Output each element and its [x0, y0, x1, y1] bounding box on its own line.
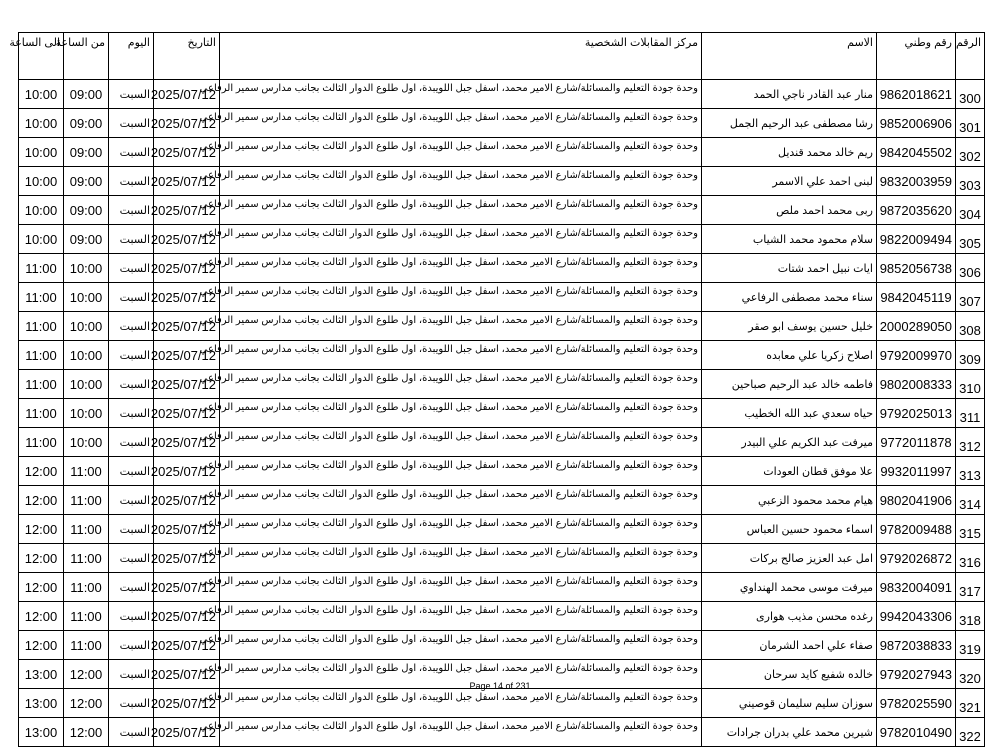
name-cell: ميرفت موسى محمد الهنداوي — [702, 573, 877, 602]
name-cell: اصلاح زكريا علي معابده — [702, 341, 877, 370]
national-id-cell: 9792025013 — [877, 399, 956, 428]
to-time-cell: 12:00 — [19, 515, 64, 544]
from-time-cell: 11:00 — [64, 602, 109, 631]
national-id-cell: 9842045119 — [877, 283, 956, 312]
national-id-cell: 9832004091 — [877, 573, 956, 602]
interview-center-cell: وحدة جودة التعليم والمسائلة/شارع الامير محمد، اسفل جبل اللويبدة، اول طلوع الدوار الثالث بجانب مدارس سمير الرفاعي — [220, 80, 702, 109]
table-row — [19, 225, 985, 254]
from-time-cell: 10:00 — [64, 341, 109, 370]
day-cell: السبت — [109, 573, 154, 602]
interview-center-cell: وحدة جودة التعليم والمسائلة/شارع الامير محمد، اسفل جبل اللويبدة، اول طلوع الدوار الثالث بجانب مدارس سمير الرفاعي — [220, 312, 702, 341]
day-cell: السبت — [109, 370, 154, 399]
date-cell: 2025/07/12 — [154, 573, 220, 602]
table-row — [19, 138, 985, 167]
interview-center-cell: وحدة جودة التعليم والمسائلة/شارع الامير محمد، اسفل جبل اللويبدة، اول طلوع الدوار الثالث بجانب مدارس سمير الرفاعي — [220, 399, 702, 428]
name-cell: ريم خالد محمد قنديل — [702, 138, 877, 167]
table-row — [19, 196, 985, 225]
date-cell: 2025/07/12 — [154, 399, 220, 428]
date-cell: 2025/07/12 — [154, 544, 220, 573]
national-id-cell: 9932011997 — [877, 457, 956, 486]
interview-center-cell: وحدة جودة التعليم والمسائلة/شارع الامير محمد، اسفل جبل اللويبدة، اول طلوع الدوار الثالث بجانب مدارس سمير الرفاعي — [220, 167, 702, 196]
national-id-cell: 2000289050 — [877, 312, 956, 341]
table-row — [19, 399, 985, 428]
national-id-cell: 9942043306 — [877, 602, 956, 631]
day-cell: السبت — [109, 138, 154, 167]
national-id-cell: 9782025590 — [877, 689, 956, 718]
national-id-cell: 9852056738 — [877, 254, 956, 283]
national-id-cell: 9782009488 — [877, 515, 956, 544]
national-id-cell: 9792026872 — [877, 544, 956, 573]
national-id-cell: 9822009494 — [877, 225, 956, 254]
date-cell: 2025/07/12 — [154, 167, 220, 196]
to-time-cell: 12:00 — [19, 631, 64, 660]
from-time-cell: 11:00 — [64, 486, 109, 515]
table-row — [19, 167, 985, 196]
from-time-cell: 09:00 — [64, 167, 109, 196]
from-time-cell: 09:00 — [64, 196, 109, 225]
day-cell: السبت — [109, 718, 154, 747]
from-time-cell: 10:00 — [64, 312, 109, 341]
row-number-cell: 315 — [956, 515, 985, 544]
day-cell: السبت — [109, 196, 154, 225]
date-cell: 2025/07/12 — [154, 428, 220, 457]
interview-center-cell: وحدة جودة التعليم والمسائلة/شارع الامير محمد، اسفل جبل اللويبدة، اول طلوع الدوار الثالث بجانب مدارس سمير الرفاعي — [220, 486, 702, 515]
interview-center-cell: وحدة جودة التعليم والمسائلة/شارع الامير محمد، اسفل جبل اللويبدة، اول طلوع الدوار الثالث بجانب مدارس سمير الرفاعي — [220, 196, 702, 225]
table-row — [19, 544, 985, 573]
name-cell: ميرفت عبد الكريم علي البيدر — [702, 428, 877, 457]
from-time-cell: 11:00 — [64, 515, 109, 544]
to-time-cell: 11:00 — [19, 428, 64, 457]
page-footer: Page 14 of 231 — [469, 681, 531, 691]
to-time-cell: 11:00 — [19, 370, 64, 399]
table-row — [19, 515, 985, 544]
national-id-cell: 9772011878 — [877, 428, 956, 457]
row-number-cell: 300 — [956, 80, 985, 109]
national-id-cell: 9842045502 — [877, 138, 956, 167]
name-cell: شيرين محمد علي بدران جرادات — [702, 718, 877, 747]
interview-center-cell: وحدة جودة التعليم والمسائلة/شارع الامير محمد، اسفل جبل اللويبدة، اول طلوع الدوار الثالث بجانب مدارس سمير الرفاعي — [220, 428, 702, 457]
day-cell: السبت — [109, 660, 154, 689]
to-time-cell: 10:00 — [19, 80, 64, 109]
table-row — [19, 254, 985, 283]
to-time-cell: 10:00 — [19, 196, 64, 225]
table-row — [19, 283, 985, 312]
row-number-cell: 313 — [956, 457, 985, 486]
day-cell: السبت — [109, 544, 154, 573]
header-interview-center: مركز المقابلات الشخصية — [220, 33, 702, 80]
interview-center-cell: وحدة جودة التعليم والمسائلة/شارع الامير محمد، اسفل جبل اللويبدة، اول طلوع الدوار الثالث بجانب مدارس سمير الرفاعي — [220, 631, 702, 660]
to-time-cell: 12:00 — [19, 602, 64, 631]
day-cell: السبت — [109, 312, 154, 341]
interview-center-cell: وحدة جودة التعليم والمسائلة/شارع الامير محمد، اسفل جبل اللويبدة، اول طلوع الدوار الثالث بجانب مدارس سمير الرفاعي — [220, 225, 702, 254]
date-cell: 2025/07/12 — [154, 254, 220, 283]
to-time-cell: 13:00 — [19, 718, 64, 747]
interview-center-cell: وحدة جودة التعليم والمسائلة/شارع الامير محمد، اسفل جبل اللويبدة، اول طلوع الدوار الثالث بجانب مدارس سمير الرفاعي — [220, 515, 702, 544]
interview-center-cell: وحدة جودة التعليم والمسائلة/شارع الامير محمد، اسفل جبل اللويبدة، اول طلوع الدوار الثالث بجانب مدارس سمير الرفاعي — [220, 457, 702, 486]
row-number-cell: 321 — [956, 689, 985, 718]
table-row — [19, 602, 985, 631]
date-cell: 2025/07/12 — [154, 602, 220, 631]
date-cell: 2025/07/12 — [154, 225, 220, 254]
date-cell: 2025/07/12 — [154, 660, 220, 689]
date-cell: 2025/07/12 — [154, 80, 220, 109]
day-cell: السبت — [109, 254, 154, 283]
header-from-time: من الساعة — [64, 33, 109, 80]
name-cell: فاطمه خالد عبد الرحيم صباحين — [702, 370, 877, 399]
row-number-cell: 308 — [956, 312, 985, 341]
row-number-cell: 317 — [956, 573, 985, 602]
table-row — [19, 457, 985, 486]
table-row — [19, 80, 985, 109]
table-body — [19, 80, 985, 747]
name-cell: ربى محمد احمد ملص — [702, 196, 877, 225]
interview-center-cell: وحدة جودة التعليم والمسائلة/شارع الامير محمد، اسفل جبل اللويبدة، اول طلوع الدوار الثالث بجانب مدارس سمير الرفاعي — [220, 254, 702, 283]
from-time-cell: 11:00 — [64, 457, 109, 486]
name-cell: ايات نبيل احمد شتات — [702, 254, 877, 283]
to-time-cell: 12:00 — [19, 457, 64, 486]
from-time-cell: 11:00 — [64, 573, 109, 602]
date-cell: 2025/07/12 — [154, 515, 220, 544]
date-cell: 2025/07/12 — [154, 486, 220, 515]
interview-center-cell: وحدة جودة التعليم والمسائلة/شارع الامير محمد، اسفل جبل اللويبدة، اول طلوع الدوار الثالث بجانب مدارس سمير الرفاعي — [220, 109, 702, 138]
day-cell: السبت — [109, 399, 154, 428]
table-row — [19, 370, 985, 399]
national-id-cell: 9792027943 — [877, 660, 956, 689]
table-row — [19, 109, 985, 138]
interview-center-cell: وحدة جودة التعليم والمسائلة/شارع الامير محمد، اسفل جبل اللويبدة، اول طلوع الدوار الثالث بجانب مدارس سمير الرفاعي — [220, 544, 702, 573]
day-cell: السبت — [109, 225, 154, 254]
date-cell: 2025/07/12 — [154, 138, 220, 167]
name-cell: سلام محمود محمد الشياب — [702, 225, 877, 254]
national-id-cell: 9862018621 — [877, 80, 956, 109]
national-id-cell: 9802041906 — [877, 486, 956, 515]
to-time-cell: 13:00 — [19, 689, 64, 718]
row-number-cell: 303 — [956, 167, 985, 196]
name-cell: هيام محمد محمود الزعبي — [702, 486, 877, 515]
table-row — [19, 573, 985, 602]
row-number-cell: 301 — [956, 109, 985, 138]
to-time-cell: 11:00 — [19, 254, 64, 283]
interview-center-cell: وحدة جودة التعليم والمسائلة/شارع الامير محمد، اسفل جبل اللويبدة، اول طلوع الدوار الثالث بجانب مدارس سمير الرفاعي — [220, 138, 702, 167]
day-cell: السبت — [109, 486, 154, 515]
date-cell: 2025/07/12 — [154, 312, 220, 341]
date-cell: 2025/07/12 — [154, 196, 220, 225]
header-national-id: رقم وطني — [877, 33, 956, 80]
national-id-cell: 9872038833 — [877, 631, 956, 660]
header-name: الاسم — [702, 33, 877, 80]
interview-center-cell: وحدة جودة التعليم والمسائلة/شارع الامير محمد، اسفل جبل اللويبدة، اول طلوع الدوار الثالث بجانب مدارس سمير الرفاعي — [220, 602, 702, 631]
row-number-cell: 307 — [956, 283, 985, 312]
to-time-cell: 11:00 — [19, 312, 64, 341]
to-time-cell: 10:00 — [19, 109, 64, 138]
to-time-cell: 12:00 — [19, 573, 64, 602]
table-row — [19, 428, 985, 457]
interview-center-cell: وحدة جودة التعليم والمسائلة/شارع الامير محمد، اسفل جبل اللويبدة، اول طلوع الدوار الثالث بجانب مدارس سمير الرفاعي — [220, 370, 702, 399]
row-number-cell: 305 — [956, 225, 985, 254]
from-time-cell: 09:00 — [64, 80, 109, 109]
from-time-cell: 11:00 — [64, 544, 109, 573]
day-cell: السبت — [109, 167, 154, 196]
name-cell: رغده محسن مذيب هوارى — [702, 602, 877, 631]
name-cell: حياه سعدي عبد الله الخطيب — [702, 399, 877, 428]
date-cell: 2025/07/12 — [154, 341, 220, 370]
date-cell: 2025/07/12 — [154, 689, 220, 718]
day-cell: السبت — [109, 283, 154, 312]
name-cell: سوزان سليم سليمان قوصيني — [702, 689, 877, 718]
name-cell: امل عبد العزيز صالح بركات — [702, 544, 877, 573]
interview-center-cell: وحدة جودة التعليم والمسائلة/شارع الامير محمد، اسفل جبل اللويبدة، اول طلوع الدوار الثالث بجانب مدارس سمير الرفاعي — [220, 341, 702, 370]
to-time-cell: 12:00 — [19, 544, 64, 573]
name-cell: سناء محمد مصطفى الرفاعي — [702, 283, 877, 312]
name-cell: خليل حسين يوسف ابو صقر — [702, 312, 877, 341]
date-cell: 2025/07/12 — [154, 283, 220, 312]
interview-center-cell: وحدة جودة التعليم والمسائلة/شارع الامير محمد، اسفل جبل اللويبدة، اول طلوع الدوار الثالث بجانب مدارس سمير الرفاعي — [220, 660, 702, 689]
national-id-cell: 9782010490 — [877, 718, 956, 747]
day-cell: السبت — [109, 428, 154, 457]
header-number: الرقم — [956, 33, 985, 80]
row-number-cell: 310 — [956, 370, 985, 399]
to-time-cell: 13:00 — [19, 660, 64, 689]
to-time-cell: 11:00 — [19, 399, 64, 428]
header-date: التاريخ — [154, 33, 220, 80]
name-cell: منار عبد القادر ناجي الحمد — [702, 80, 877, 109]
row-number-cell: 304 — [956, 196, 985, 225]
from-time-cell: 09:00 — [64, 138, 109, 167]
national-id-cell: 9832003959 — [877, 167, 956, 196]
row-number-cell: 322 — [956, 718, 985, 747]
day-cell: السبت — [109, 109, 154, 138]
day-cell: السبت — [109, 515, 154, 544]
date-cell: 2025/07/12 — [154, 718, 220, 747]
date-cell: 2025/07/12 — [154, 457, 220, 486]
table-row — [19, 341, 985, 370]
table-row — [19, 486, 985, 515]
day-cell: السبت — [109, 689, 154, 718]
day-cell: السبت — [109, 602, 154, 631]
name-cell: صفاء علي احمد الشرمان — [702, 631, 877, 660]
name-cell: علا موفق قطان العودات — [702, 457, 877, 486]
row-number-cell: 306 — [956, 254, 985, 283]
to-time-cell: 11:00 — [19, 283, 64, 312]
name-cell: لبنى احمد علي الاسمر — [702, 167, 877, 196]
name-cell: اسماء محمود حسين العباس — [702, 515, 877, 544]
row-number-cell: 320 — [956, 660, 985, 689]
header-to-time: الى الساعة — [19, 33, 64, 80]
name-cell: رشا مصطفى عبد الرحيم الجمل — [702, 109, 877, 138]
row-number-cell: 318 — [956, 602, 985, 631]
to-time-cell: 10:00 — [19, 167, 64, 196]
table-row — [19, 631, 985, 660]
from-time-cell: 11:00 — [64, 631, 109, 660]
header-day: اليوم — [109, 33, 154, 80]
day-cell: السبت — [109, 80, 154, 109]
from-time-cell: 10:00 — [64, 370, 109, 399]
national-id-cell: 9802008333 — [877, 370, 956, 399]
interview-center-cell: وحدة جودة التعليم والمسائلة/شارع الامير محمد، اسفل جبل اللويبدة، اول طلوع الدوار الثالث بجانب مدارس سمير الرفاعي — [220, 689, 702, 718]
table-row — [19, 689, 985, 718]
interview-center-cell: وحدة جودة التعليم والمسائلة/شارع الامير محمد، اسفل جبل اللويبدة، اول طلوع الدوار الثالث بجانب مدارس سمير الرفاعي — [220, 718, 702, 747]
to-time-cell: 10:00 — [19, 138, 64, 167]
date-cell: 2025/07/12 — [154, 631, 220, 660]
national-id-cell: 9872035620 — [877, 196, 956, 225]
day-cell: السبت — [109, 631, 154, 660]
day-cell: السبت — [109, 457, 154, 486]
date-cell: 2025/07/12 — [154, 109, 220, 138]
from-time-cell: 10:00 — [64, 254, 109, 283]
from-time-cell: 12:00 — [64, 718, 109, 747]
name-cell: خالده شفيع كايد سرحان — [702, 660, 877, 689]
row-number-cell: 309 — [956, 341, 985, 370]
row-number-cell: 312 — [956, 428, 985, 457]
to-time-cell: 10:00 — [19, 225, 64, 254]
from-time-cell: 10:00 — [64, 399, 109, 428]
interview-schedule-table — [9, 32, 985, 747]
table-header — [9, 33, 985, 80]
date-cell: 2025/07/12 — [154, 370, 220, 399]
interview-center-cell: وحدة جودة التعليم والمسائلة/شارع الامير محمد، اسفل جبل اللويبدة، اول طلوع الدوار الثالث بجانب مدارس سمير الرفاعي — [220, 283, 702, 312]
from-time-cell: 09:00 — [64, 225, 109, 254]
row-number-cell: 316 — [956, 544, 985, 573]
row-number-cell: 302 — [956, 138, 985, 167]
national-id-cell: 9792009970 — [877, 341, 956, 370]
from-time-cell: 12:00 — [64, 689, 109, 718]
row-number-cell: 314 — [956, 486, 985, 515]
from-time-cell: 10:00 — [64, 283, 109, 312]
day-cell: السبت — [109, 341, 154, 370]
to-time-cell: 11:00 — [19, 341, 64, 370]
row-number-cell: 319 — [956, 631, 985, 660]
table-row — [19, 312, 985, 341]
interview-center-cell: وحدة جودة التعليم والمسائلة/شارع الامير محمد، اسفل جبل اللويبدة، اول طلوع الدوار الثالث بجانب مدارس سمير الرفاعي — [220, 573, 702, 602]
table-row — [19, 718, 985, 747]
national-id-cell: 9852006906 — [877, 109, 956, 138]
to-time-cell: 12:00 — [19, 486, 64, 515]
row-number-cell: 311 — [956, 399, 985, 428]
from-time-cell: 09:00 — [64, 109, 109, 138]
from-time-cell: 10:00 — [64, 428, 109, 457]
from-time-cell: 12:00 — [64, 660, 109, 689]
